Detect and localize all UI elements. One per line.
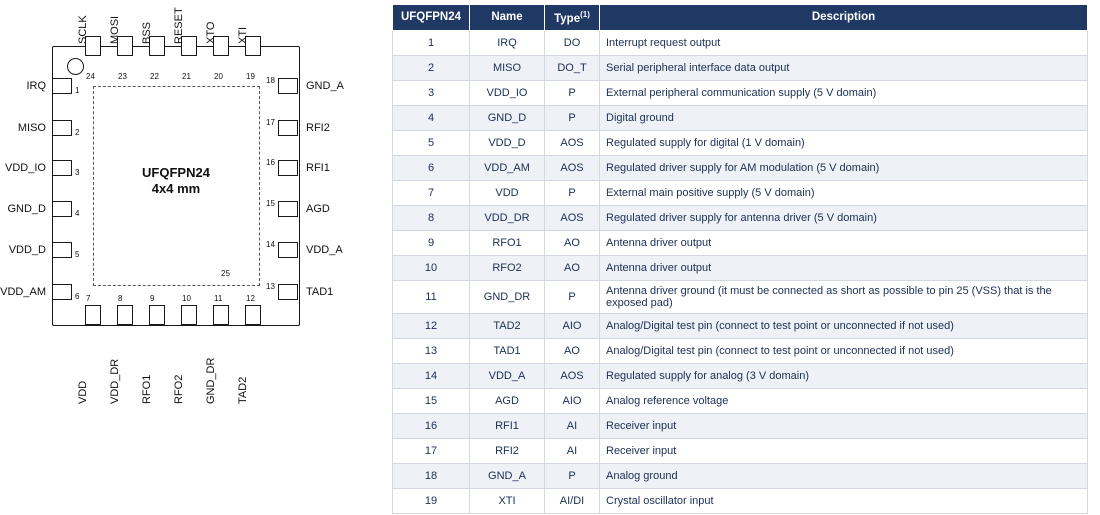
pin-11 bbox=[213, 305, 229, 325]
pin-number-19: 19 bbox=[246, 72, 255, 81]
table-row bbox=[393, 363, 1088, 388]
pin1-marker-icon bbox=[67, 58, 84, 75]
pin-number-4: 4 bbox=[75, 209, 80, 218]
pin-label-vdd: VDD bbox=[77, 380, 89, 404]
pin-label-xto: XTO bbox=[205, 21, 217, 44]
cell-pin-number: 1 bbox=[393, 30, 470, 55]
pin-9 bbox=[149, 305, 165, 325]
header-pin: UFQFPN24 bbox=[393, 5, 470, 31]
cell-pin-description: Receiver input bbox=[600, 438, 1088, 463]
pin-number-11: 11 bbox=[214, 294, 223, 303]
cell-pin-type: P bbox=[545, 180, 600, 205]
package-size: 4x4 mm bbox=[151, 181, 201, 196]
cell-pin-number: 10 bbox=[393, 255, 470, 280]
cell-pin-name: VDD_A bbox=[470, 363, 545, 388]
pin-2 bbox=[52, 120, 72, 136]
pin-label-agd: AGD bbox=[306, 203, 330, 215]
cell-pin-number: 6 bbox=[393, 155, 470, 180]
cell-pin-type: AIO bbox=[545, 388, 600, 413]
pin-number-5: 5 bbox=[75, 250, 80, 259]
cell-pin-description: Antenna driver output bbox=[600, 255, 1088, 280]
pin-17 bbox=[278, 120, 298, 136]
cell-pin-name: RFI1 bbox=[470, 413, 545, 438]
cell-pin-number: 13 bbox=[393, 338, 470, 363]
cell-pin-name: AGD bbox=[470, 388, 545, 413]
cell-pin-description: Regulated supply for analog (3 V domain) bbox=[600, 363, 1088, 388]
pin-number-20: 20 bbox=[214, 72, 223, 81]
pin-number-14: 14 bbox=[266, 240, 275, 249]
pin-7 bbox=[85, 305, 101, 325]
pin-13 bbox=[278, 284, 298, 300]
table-row bbox=[393, 55, 1088, 80]
pin-label-irq: IRQ bbox=[26, 80, 46, 92]
table-row bbox=[393, 413, 1088, 438]
table-row bbox=[393, 205, 1088, 230]
cell-pin-description: Crystal oscillator input bbox=[600, 488, 1088, 513]
pin-number-7: 7 bbox=[86, 294, 91, 303]
pin-number-2: 2 bbox=[75, 128, 80, 137]
cell-pin-description: Receiver input bbox=[600, 413, 1088, 438]
table-header-row bbox=[393, 5, 1088, 31]
cell-pin-description: Antenna driver ground (it must be connected as short as possible to pin 25 (VSS) that is the exposed pad) bbox=[600, 280, 1088, 313]
table-row bbox=[393, 463, 1088, 488]
cell-pin-type: DO_T bbox=[545, 55, 600, 80]
cell-pin-description: External main positive supply (5 V domain) bbox=[600, 180, 1088, 205]
pin-label-tad1: TAD1 bbox=[306, 286, 334, 298]
cell-pin-number: 19 bbox=[393, 488, 470, 513]
cell-pin-type: AIO bbox=[545, 313, 600, 338]
table-row bbox=[393, 230, 1088, 255]
pin-number-13: 13 bbox=[266, 282, 275, 291]
pin-1 bbox=[52, 78, 72, 94]
pin-6 bbox=[52, 284, 72, 300]
table-row bbox=[393, 130, 1088, 155]
cell-pin-description: Antenna driver output bbox=[600, 230, 1088, 255]
pin-description-table-wrapper bbox=[392, 4, 1092, 514]
cell-pin-number: 3 bbox=[393, 80, 470, 105]
table-row bbox=[393, 438, 1088, 463]
cell-pin-name: GND_DR bbox=[470, 280, 545, 313]
cell-pin-description: Interrupt request output bbox=[600, 30, 1088, 55]
cell-pin-number: 7 bbox=[393, 180, 470, 205]
pin-number-21: 21 bbox=[182, 72, 191, 81]
pin-4 bbox=[52, 201, 72, 217]
pin-label-sclk: SCLK bbox=[77, 15, 89, 44]
pin-number-10: 10 bbox=[182, 294, 191, 303]
cell-pin-type: AI/DI bbox=[545, 488, 600, 513]
pin-14 bbox=[278, 242, 298, 258]
table-row bbox=[393, 180, 1088, 205]
cell-pin-description: Regulated supply for digital (1 V domain) bbox=[600, 130, 1088, 155]
header-type-footnote: (1) bbox=[580, 10, 590, 19]
cell-pin-number: 4 bbox=[393, 105, 470, 130]
cell-pin-type: AO bbox=[545, 230, 600, 255]
pin-label-rfo2: RFO2 bbox=[173, 374, 185, 404]
header-description: Description bbox=[600, 5, 1088, 31]
pin-label-vdd-am: VDD_AM bbox=[0, 286, 46, 298]
cell-pin-name: VDD_AM bbox=[470, 155, 545, 180]
cell-pin-number: 18 bbox=[393, 463, 470, 488]
cell-pin-type: AO bbox=[545, 338, 600, 363]
pin-3 bbox=[52, 160, 72, 176]
cell-pin-type: AO bbox=[545, 255, 600, 280]
cell-pin-description: Analog ground bbox=[600, 463, 1088, 488]
cell-pin-type: AOS bbox=[545, 130, 600, 155]
cell-pin-name: VDD_D bbox=[470, 130, 545, 155]
cell-pin-name: MISO bbox=[470, 55, 545, 80]
pin-label-gnd-a: GND_A bbox=[306, 80, 344, 92]
pin-number-3: 3 bbox=[75, 168, 80, 177]
cell-pin-description: Serial peripheral interface data output bbox=[600, 55, 1088, 80]
cell-pin-type: P bbox=[545, 80, 600, 105]
pin-number-24: 24 bbox=[86, 72, 95, 81]
header-name: Name bbox=[470, 5, 545, 31]
pin-number-23: 23 bbox=[118, 72, 127, 81]
pin-number-6: 6 bbox=[75, 292, 80, 301]
cell-pin-name: VDD_IO bbox=[470, 80, 545, 105]
cell-pin-description: Analog/Digital test pin (connect to test point or unconnected if not used) bbox=[600, 313, 1088, 338]
cell-pin-number: 8 bbox=[393, 205, 470, 230]
header-type-label: Type bbox=[554, 12, 581, 25]
pin-8 bbox=[117, 305, 133, 325]
cell-pin-name: TAD2 bbox=[470, 313, 545, 338]
pin-number-18: 18 bbox=[266, 76, 275, 85]
cell-pin-number: 17 bbox=[393, 438, 470, 463]
pin-number-15: 15 bbox=[266, 199, 275, 208]
cell-pin-name: VDD_DR bbox=[470, 205, 545, 230]
pin-number-16: 16 bbox=[266, 158, 275, 167]
pin-label-rfi2: RFI2 bbox=[306, 122, 330, 134]
cell-pin-name: XTI bbox=[470, 488, 545, 513]
cell-pin-name: RFI2 bbox=[470, 438, 545, 463]
cell-pin-type: AOS bbox=[545, 155, 600, 180]
cell-pin-number: 5 bbox=[393, 130, 470, 155]
pin-number-9: 9 bbox=[150, 294, 155, 303]
cell-pin-description: Regulated driver supply for antenna driver (5 V domain) bbox=[600, 205, 1088, 230]
cell-pin-name: GND_A bbox=[470, 463, 545, 488]
pin-label-xti: XTI bbox=[237, 26, 249, 44]
cell-pin-type: P bbox=[545, 105, 600, 130]
cell-pin-type: P bbox=[545, 280, 600, 313]
pin-label-reset: RESET bbox=[173, 7, 185, 44]
pin-label-mosi: MOSI bbox=[109, 15, 121, 44]
cell-pin-type: P bbox=[545, 463, 600, 488]
cell-pin-description: Regulated driver supply for AM modulation (5 V domain) bbox=[600, 155, 1088, 180]
cell-pin-description: External peripheral communication supply (5 V domain) bbox=[600, 80, 1088, 105]
cell-pin-number: 9 bbox=[393, 230, 470, 255]
cell-pin-name: IRQ bbox=[470, 30, 545, 55]
pin-description-table bbox=[392, 4, 1088, 514]
cell-pin-number: 15 bbox=[393, 388, 470, 413]
pin-number-8: 8 bbox=[118, 294, 123, 303]
pin-label-miso: MISO bbox=[17, 122, 46, 134]
cell-pin-name: TAD1 bbox=[470, 338, 545, 363]
cell-pin-number: 14 bbox=[393, 363, 470, 388]
table-row bbox=[393, 30, 1088, 55]
pin-5 bbox=[52, 242, 72, 258]
table-row bbox=[393, 155, 1088, 180]
table-row bbox=[393, 338, 1088, 363]
pin-18 bbox=[278, 78, 298, 94]
pin-label-gnd-dr: GND_DR bbox=[205, 357, 217, 404]
cell-pin-name: GND_D bbox=[470, 105, 545, 130]
exposed-pad-number: 25 bbox=[221, 269, 230, 278]
pin-number-1: 1 bbox=[75, 86, 80, 95]
pin-12 bbox=[245, 305, 261, 325]
cell-pin-type: DO bbox=[545, 30, 600, 55]
cell-pin-type: AI bbox=[545, 438, 600, 463]
cell-pin-type: AOS bbox=[545, 205, 600, 230]
cell-pin-name: RFO1 bbox=[470, 230, 545, 255]
pin-15 bbox=[278, 201, 298, 217]
pin-label-bss: BSS bbox=[141, 21, 153, 44]
pin-label-tad2: TAD2 bbox=[237, 376, 249, 404]
table-row bbox=[393, 280, 1088, 313]
package-body bbox=[52, 46, 300, 326]
cell-pin-number: 16 bbox=[393, 413, 470, 438]
package-diagram bbox=[0, 0, 392, 515]
cell-pin-name: RFO2 bbox=[470, 255, 545, 280]
pin-10 bbox=[181, 305, 197, 325]
cell-pin-type: AI bbox=[545, 413, 600, 438]
pin-number-12: 12 bbox=[246, 294, 255, 303]
table-row bbox=[393, 105, 1088, 130]
pin-label-vdd-io: VDD_IO bbox=[5, 162, 46, 174]
table-row bbox=[393, 488, 1088, 513]
cell-pin-name: VDD bbox=[470, 180, 545, 205]
pin-label-vdd-dr: VDD_DR bbox=[109, 358, 121, 404]
pin-label-rfo1: RFO1 bbox=[141, 374, 153, 404]
cell-pin-description: Analog/Digital test pin (connect to test point or unconnected if not used) bbox=[600, 338, 1088, 363]
cell-pin-number: 12 bbox=[393, 313, 470, 338]
table-row bbox=[393, 80, 1088, 105]
cell-pin-description: Analog reference voltage bbox=[600, 388, 1088, 413]
table-row bbox=[393, 313, 1088, 338]
table-row bbox=[393, 388, 1088, 413]
pin-16 bbox=[278, 160, 298, 176]
pin-number-22: 22 bbox=[150, 72, 159, 81]
pin-label-gnd-d: GND_D bbox=[7, 203, 46, 215]
table-row bbox=[393, 255, 1088, 280]
cell-pin-type: AOS bbox=[545, 363, 600, 388]
cell-pin-number: 2 bbox=[393, 55, 470, 80]
package-name: UFQFPN24 bbox=[142, 165, 210, 180]
pin-label-vdd-d: VDD_D bbox=[8, 244, 46, 256]
package-title bbox=[53, 165, 299, 197]
pin-label-vdd-a: VDD_A bbox=[306, 244, 343, 256]
pin-label-rfi1: RFI1 bbox=[306, 162, 330, 174]
table-body bbox=[393, 30, 1088, 513]
header-type bbox=[545, 5, 600, 31]
cell-pin-description: Digital ground bbox=[600, 105, 1088, 130]
pin-number-17: 17 bbox=[266, 118, 275, 127]
cell-pin-number: 11 bbox=[393, 280, 470, 313]
